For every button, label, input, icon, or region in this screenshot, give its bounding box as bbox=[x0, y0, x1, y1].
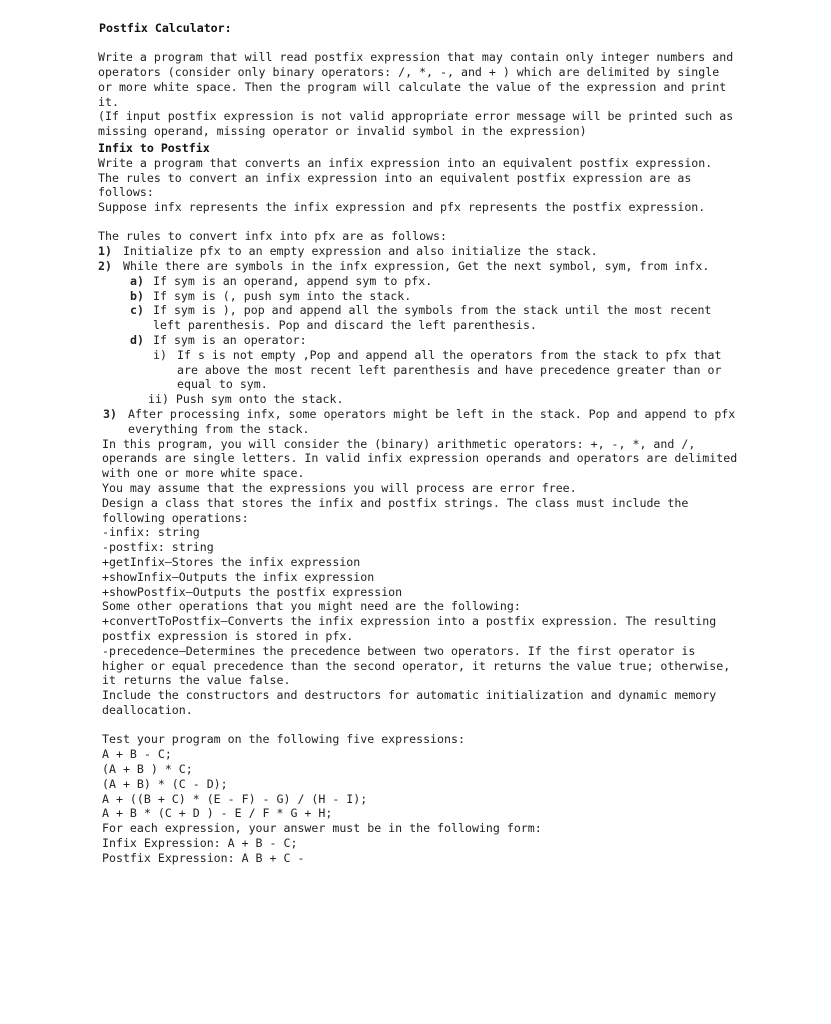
rule-roman: i) bbox=[153, 348, 167, 362]
section-intro-line: The rules to convert an infix expression into an equivalent postfix expression are as bbox=[98, 171, 692, 185]
infix-example: Infix Expression: A + B - C; bbox=[102, 836, 298, 850]
body-line: +convertToPostfix–Converts the infix expression into a postfix expression. The resulting bbox=[102, 614, 717, 628]
intro-line: (If input postfix expression is not valid appropriate error message will be printed such as bbox=[98, 109, 734, 123]
body-line: -precedence–Determines the precedence between two operators. If the first operator is bbox=[102, 644, 696, 658]
rule-text: ii) Push sym onto the stack. bbox=[148, 392, 344, 406]
body-line: with one or more white space. bbox=[102, 466, 305, 480]
document-title: Postfix Calculator: bbox=[99, 21, 232, 35]
rule-text: everything from the stack. bbox=[128, 422, 310, 436]
body-line: postfix expression is stored in pfx. bbox=[102, 629, 354, 643]
intro-line: it. bbox=[98, 95, 119, 109]
intro-line: operators (consider only binary operators: /, *, -, and + ) which are delimited by single bbox=[98, 65, 720, 79]
intro-line: or more white space. Then the program will calculate the value of the expression and print bbox=[98, 80, 727, 94]
rule-text: equal to sym. bbox=[177, 377, 268, 391]
postfix-example: Postfix Expression: A B + C - bbox=[102, 851, 305, 865]
test-intro: Test your program on the following five expressions: bbox=[102, 732, 465, 746]
rules-intro: The rules to convert infx into pfx are as follows: bbox=[98, 229, 448, 243]
rule-text: If sym is ), pop and append all the symbols from the stack until the most recent bbox=[153, 303, 712, 317]
rule-text: After processing infx, some operators might be left in the stack. Pop and append to pfx bbox=[128, 407, 736, 421]
body-line: -postfix: string bbox=[102, 540, 214, 554]
body-line: deallocation. bbox=[102, 703, 193, 717]
section-intro-line: Suppose infx represents the infix expression and pfx represents the postfix expression. bbox=[98, 200, 706, 214]
body-line: Design a class that stores the infix and postfix strings. The class must include the bbox=[102, 496, 689, 510]
section-intro-line: follows: bbox=[98, 185, 154, 199]
body-line: +getInfix–Stores the infix expression bbox=[102, 555, 361, 569]
answer-form-intro: For each expression, your answer must be in the following form: bbox=[102, 821, 542, 835]
rule-text: are above the most recent left parenthesis and have precedence greater than or bbox=[177, 363, 722, 377]
test-expression: A + ((B + C) * (E - F) - G) / (H - I); bbox=[102, 792, 368, 806]
rule-text: If sym is (, push sym into the stack. bbox=[153, 289, 412, 303]
rule-letter: c) bbox=[130, 303, 144, 317]
rule-letter: b) bbox=[130, 289, 144, 303]
rule-number: 1) bbox=[98, 244, 112, 258]
body-line: In this program, you will consider the (binary) arithmetic operators: +, -, *, and /, bbox=[102, 437, 696, 451]
section-heading: Infix to Postfix bbox=[98, 141, 210, 155]
rule-text: If sym is an operand, append sym to pfx. bbox=[153, 274, 433, 288]
body-line: Some other operations that you might need are the following: bbox=[102, 599, 521, 613]
section-intro-line: Write a program that converts an infix expression into an equivalent postfix expression. bbox=[98, 156, 713, 170]
test-expression: (A + B) * (C - D); bbox=[102, 777, 228, 791]
test-expression: A + B * (C + D ) - E / F * G + H; bbox=[102, 806, 333, 820]
rule-letter: a) bbox=[130, 274, 144, 288]
body-line: higher or equal precedence than the second operator, it returns the value true; otherwise, bbox=[102, 659, 731, 673]
rule-text: Initialize pfx to an empty expression and also initialize the stack. bbox=[123, 244, 598, 258]
intro-line: missing operand, missing operator or invalid symbol in the expression) bbox=[98, 124, 587, 138]
body-line: -infix: string bbox=[102, 525, 200, 539]
rule-number: 2) bbox=[98, 259, 112, 273]
rule-text: If s is not empty ,Pop and append all the operators from the stack to pfx that bbox=[177, 348, 722, 362]
test-expression: A + B - C; bbox=[102, 747, 172, 761]
body-line: Include the constructors and destructors for automatic initialization and dynamic memory bbox=[102, 688, 717, 702]
rule-number: 3) bbox=[103, 407, 117, 421]
rule-letter: d) bbox=[130, 333, 144, 347]
intro-line: Write a program that will read postfix expression that may contain only integer numbers and bbox=[98, 50, 734, 64]
body-line: it returns the value false. bbox=[102, 673, 291, 687]
test-expression: (A + B ) * C; bbox=[102, 762, 193, 776]
body-line: +showInfix–Outputs the infix expression bbox=[102, 570, 375, 584]
body-line: You may assume that the expressions you will process are error free. bbox=[102, 481, 577, 495]
body-line: +showPostfix–Outputs the postfix expression bbox=[102, 585, 403, 599]
body-line: operands are single letters. In valid infix expression operands and operators are delimited bbox=[102, 451, 738, 465]
rule-text: left parenthesis. Pop and discard the left parenthesis. bbox=[153, 318, 537, 332]
rule-text: If sym is an operator: bbox=[153, 333, 307, 347]
rule-text: While there are symbols in the infx expression, Get the next symbol, sym, from infx. bbox=[123, 259, 710, 273]
body-line: following operations: bbox=[102, 511, 249, 525]
